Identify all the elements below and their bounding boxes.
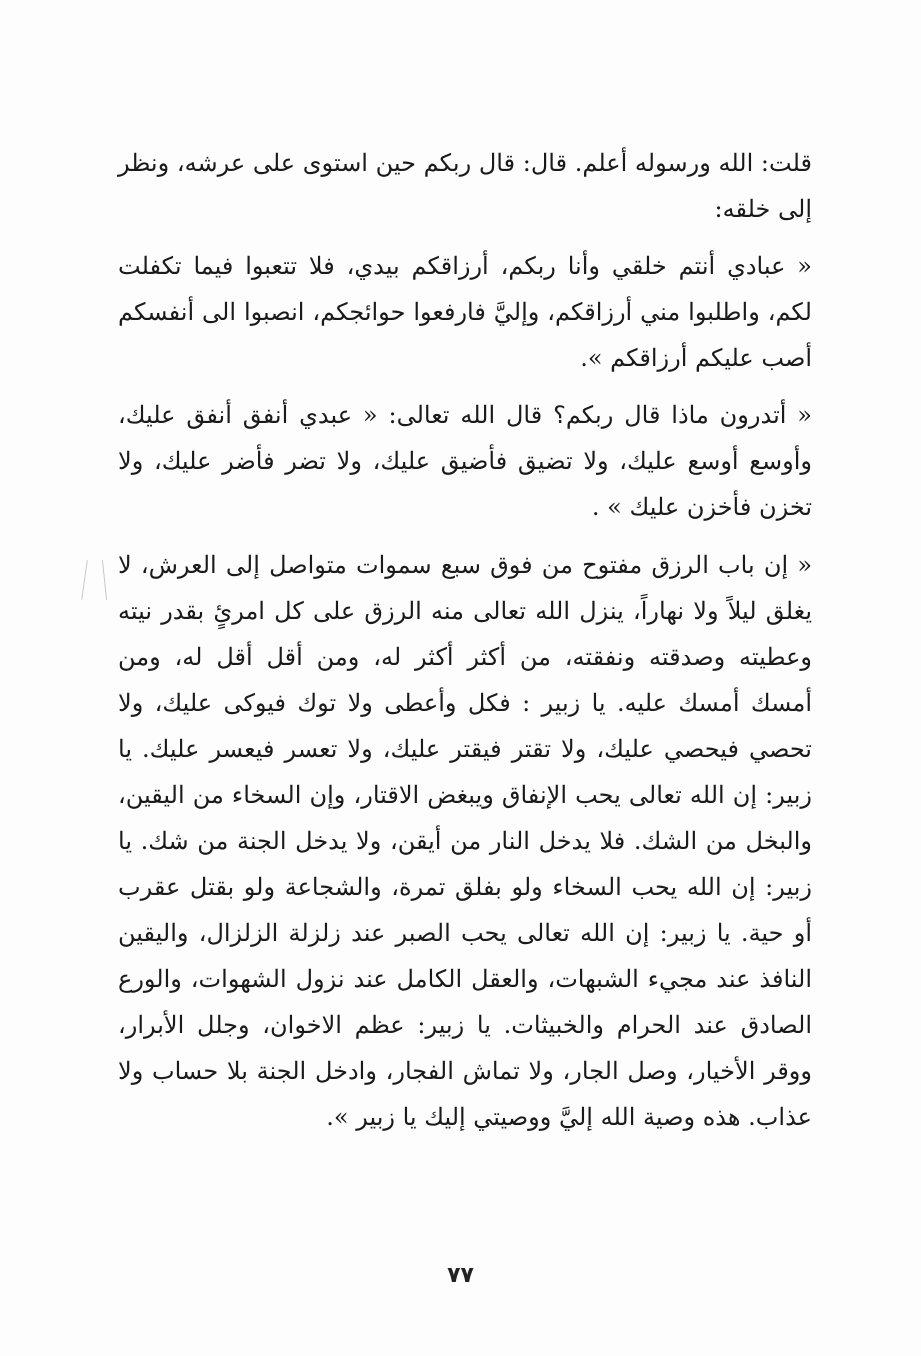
paragraph-intro <box>118 140 812 232</box>
paragraph-text: « عبادي أنتم خلقي وأنا ربكم، أرزاقكم بيدي، فلا تتعبوا فيما تكفلت لكم، واطلبوا مني أرزاقكم، وإليَّ فارفعوا حوائجكم، انصبوا الى أنفسكم أصب عليكم أرزاقكم ». <box>118 252 812 372</box>
paragraph-door-of-provision <box>118 542 812 1140</box>
paragraph-text: « إن باب الرزق مفتوح من فوق سبع سموات متواصل إلى العرش، لا يغلق ليلاً ولا نهاراً، ينزل الله تعالى منه الرزق على كل امرئٍ بقدر نيته وعطيته وصدقته ونفقته، من أكثر أكثر له، ومن أقل أقل له، ومن أمسك أمسك عليه. يا زبير : فكل وأعطى ولا توك فيوكى عليك، ولا تحصي فيحصي عليك، ولا تقتر فيقتر عليك، ولا تعسر فيعسر عليك. يا زبير: إن الله تعالى يحب الإنفاق ويبغض الاقتار، وإن السخاء من اليقين، والبخل من الشك. فلا يدخل النار من أيقن، ولا يدخل الجنة من شك. يا زبير: إن الله يحب السخاء ولو بفلق تمرة، والشجاعة ولو بقتل عقرب أو حية. يا زبير: إن الله تعالى يحب الصبر عند زلزلة الزلزال، واليقين النافذ عند مجيء الشبهات، والعقل الكامل عند نزول الشهوات، والورع الصادق عند الحرام والخبيثات. يا زبير: عظم الاخوان، وجلل الأبرار، ووقر الأخيار، وصل الجار، ولا تماش الفجار، وادخل الجنة بلا حساب ولا عذاب. هذه وصية الله إليَّ ووصيتي إليك يا زبير ». <box>118 551 813 1131</box>
scan-margin-mark <box>102 560 107 600</box>
paragraph-servants-provision <box>118 243 812 381</box>
paragraph-text: « أتدرون ماذا قال ربكم؟ قال الله تعالى: « عبدي أنفق أنفق عليك، وأوسع أوسع عليك، ولا تضيق فأضيق عليك، ولا تضر فأضر عليك، ولا تخزن فأخزن عليك » . <box>118 401 813 521</box>
page-number: ٧٧ <box>447 1263 474 1288</box>
paragraph-spend-on-you <box>118 392 812 530</box>
scan-margin-mark <box>81 560 88 600</box>
paragraph-text: قلت: الله ورسوله أعلم. قال: قال ربكم حين استوى على عرشه، ونظر إلى خلقه: <box>118 149 812 223</box>
